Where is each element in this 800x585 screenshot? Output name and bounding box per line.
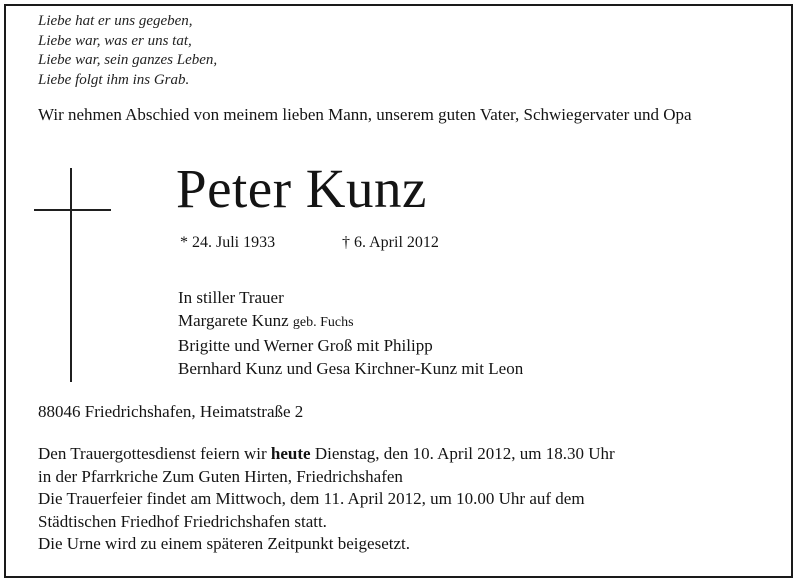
poem-line: Liebe war, was er uns tat,	[38, 32, 192, 49]
death-date: † 6. April 2012	[342, 234, 439, 251]
cross-icon	[70, 168, 72, 382]
poem-line: Liebe folgt ihm ins Grab.	[38, 71, 190, 88]
poem	[38, 12, 217, 90]
service-line: Die Urne wird zu einem späteren Zeitpunkt beigesetzt.	[38, 534, 410, 553]
mourner-wife	[178, 309, 523, 334]
address: 88046 Friedrichshafen, Heimatstraße 2	[38, 402, 304, 421]
birth-date: * 24. Juli 1933	[180, 234, 276, 251]
service-today: heute	[270, 444, 311, 463]
deceased-name: Peter Kunz	[176, 158, 427, 219]
poem-line: Liebe hat er uns gegeben,	[38, 13, 193, 29]
intro-text: Wir nehmen Abschied von meinem lieben Mann, unserem guten Vater, Schwiegervater und Opa	[38, 105, 692, 124]
wife-name: Margarete Kunz	[178, 311, 289, 330]
service-line: in der Pfarrkriche Zum Guten Hirten, Friedrichshafen	[38, 466, 403, 486]
service-line	[38, 443, 615, 466]
service-text: Den Trauergottesdienst feiern wir	[38, 444, 271, 463]
service-line: Die Trauerfeier findet am Mittwoch, dem 11. April 2012, um 10.00 Uhr auf dem	[38, 489, 585, 508]
service-info	[38, 443, 615, 556]
wife-maiden-name: geb. Fuchs	[292, 315, 354, 330]
mourner-family: Bernhard Kunz und Gesa Kirchner-Kunz mit Leon	[178, 359, 524, 378]
cross-icon-bar	[34, 209, 111, 211]
mourners	[178, 286, 523, 380]
mourner-family: Brigitte und Werner Groß mit Philipp	[178, 336, 433, 355]
mourners-heading: In stiller Trauer	[178, 288, 284, 307]
service-text: Dienstag, den 10. April 2012, um 18.30 Uhr	[310, 444, 615, 463]
poem-line: Liebe war, sein ganzes Leben,	[38, 52, 218, 68]
service-line: Städtischen Friedhof Friedrichshafen statt.	[38, 511, 327, 531]
